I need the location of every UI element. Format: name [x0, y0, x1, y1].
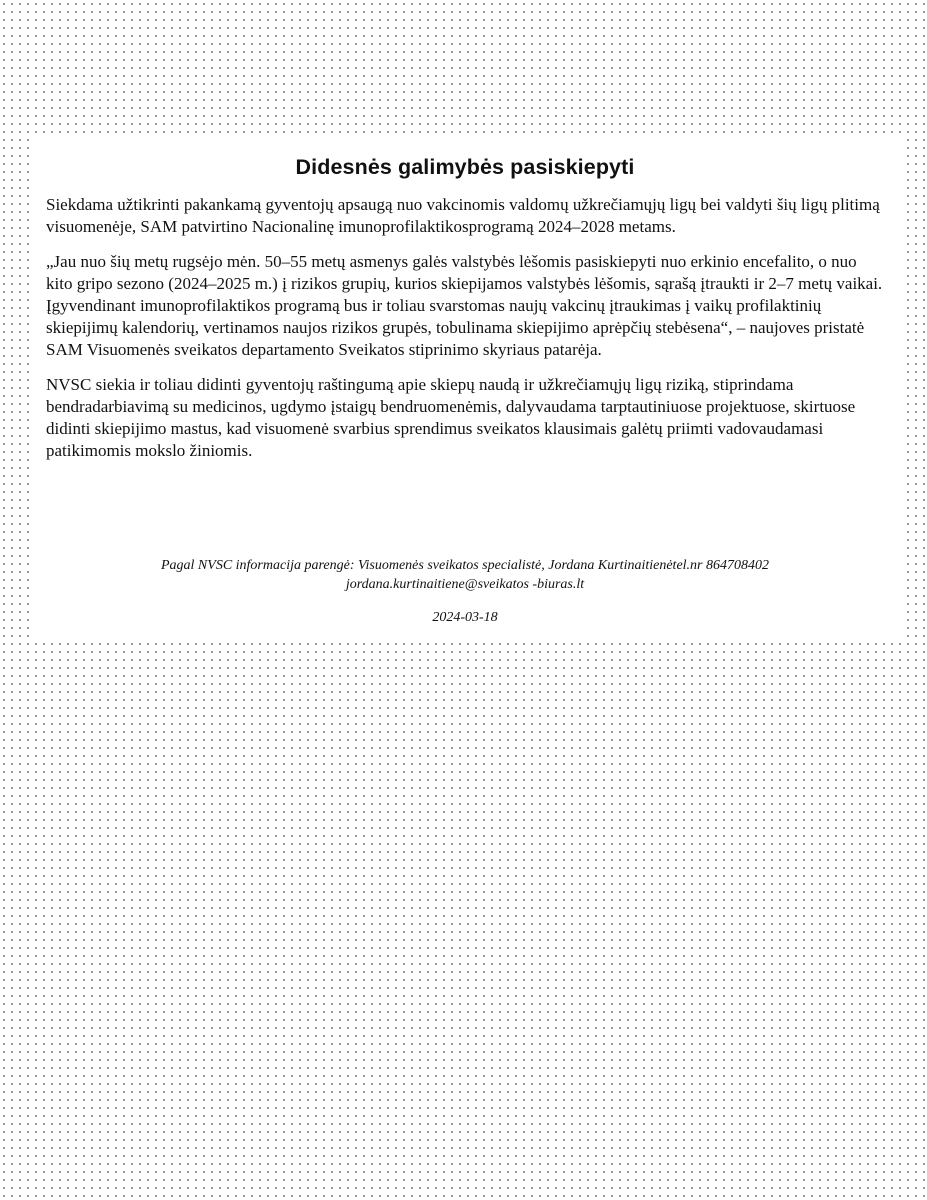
- publication-date: 2024-03-18: [432, 610, 498, 625]
- article-paragraph-1: Siekdama užtikrinti pakankamą gyventojų apsaugą nuo vakcinomis valdomų užkrečiamųjų ligų bei valdyti šių ligų plitimą visuomenėje, SAM patvirtino Nacionalinę imunoprofilaktikosprogramą 2024–2028 metams.: [46, 195, 880, 236]
- article-paragraph-2: „Jau nuo šių metų rugsėjo mėn. 50–55 metų asmenys galės valstybės lėšomis pasiskiepyti nuo erkinio encefalito, o nuo kito gripo sezono (2024–2025 m.) į rizikos grupių, kurios skiepijamos valstybės lėšomis, sąrašą įtraukti ir 2–7 metų vaikai. Įgyvendinant imunoprofilaktikos programą bus ir toliau svarstomas naujų vakcinų įtraukimas į vaikų profilaktinių skiepijimų kalendorių, vertinamos naujos rizikos grupės, tobulinama skiepijimo aprėpčių stebėsena“, – naujoves pristatė SAM Visuomenės sveikatos departamento Sveikatos stiprinimo skyriaus patarėja.: [46, 252, 883, 359]
- article-title: Didesnės galimybės pasiskiepyti: [295, 155, 635, 179]
- article-footer: [46, 556, 884, 627]
- author-credit: Pagal NVSC informacija parengė: Visuomenės sveikatos specialistė, Jordana Kurtinaitienėtel.nr 864708402: [160, 558, 769, 573]
- article: [46, 150, 884, 475]
- author-email: jordana.kurtinaitiene@sveikatos -biuras.lt: [345, 577, 585, 592]
- article-paragraph-3: NVSC siekia ir toliau didinti gyventojų raštingumą apie skiepų naudą ir užkrečiamųjų ligų riziką, stiprindama bendradarbiavimą su medicinos, ugdymo įstaigų bendruomenėmis, dalyvaudama tarptautiniuose projektuose, skirtuose didinti skiepijimo mastus, kad visuomenė svarbius sprendimus sveikatos klausimais galėtų priimti vadovaudamasi patikimomis mokslo žiniomis.: [46, 375, 856, 460]
